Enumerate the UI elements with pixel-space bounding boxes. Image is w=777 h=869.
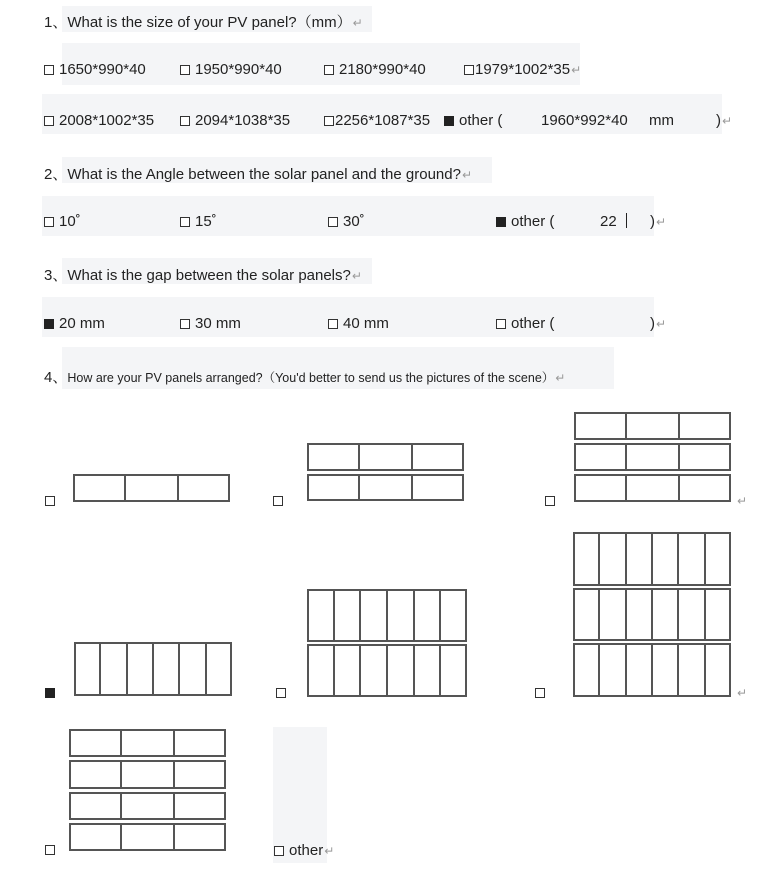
panel-layout-3x6: [573, 532, 731, 697]
solar-panel-cell: [679, 443, 731, 471]
question-4-title: [44, 366, 565, 387]
solar-panel-cell: [334, 644, 361, 697]
solar-panel-cell: [178, 474, 230, 502]
solar-panel-cell: [307, 474, 359, 502]
question-2-text: What is the Angle between the solar panel and the ground?: [67, 166, 461, 183]
q1-option-other[interactable]: other (: [444, 112, 502, 129]
q3-option-40mm[interactable]: 40 mm: [328, 315, 389, 332]
panel-layout-1x6: [74, 642, 232, 696]
layout-2x6-checkbox[interactable]: [276, 688, 286, 698]
checkbox[interactable]: [44, 116, 54, 126]
solar-panel-cell: [678, 643, 704, 697]
solar-panel-cell: [440, 644, 467, 697]
solar-panel-cell: [307, 589, 334, 642]
checkbox-checked[interactable]: [496, 217, 506, 227]
q2-other-value[interactable]: 22: [600, 213, 627, 230]
checkbox-checked[interactable]: [444, 116, 454, 126]
solar-panel-cell: [121, 760, 173, 788]
q3-option-other[interactable]: other (: [496, 315, 554, 332]
solar-panel-cell: [100, 642, 126, 696]
solar-panel-cell: [412, 443, 464, 471]
layout-other-option[interactable]: other↵: [274, 842, 334, 859]
panel-layout-3x3: [574, 412, 731, 502]
layout-3x6-checkbox[interactable]: [535, 688, 545, 698]
return-mark-icon: ↵: [722, 114, 733, 128]
solar-panel-cell: [678, 588, 704, 642]
return-mark-icon: ↵: [555, 371, 566, 385]
q2-other-close: )↵: [650, 213, 667, 230]
q1-option-1650[interactable]: 1650*990*40: [44, 61, 146, 78]
solar-panel-cell: [121, 792, 173, 820]
q3-other-close: )↵: [650, 315, 667, 332]
q1-other-unit: mm: [649, 112, 674, 129]
solar-panel-cell: [174, 823, 226, 851]
solar-panel-cell: [307, 443, 359, 471]
checkbox[interactable]: [328, 319, 338, 329]
solar-panel-cell: [626, 588, 652, 642]
question-4-number: 4、: [44, 369, 68, 386]
solar-panel-cell: [121, 823, 173, 851]
checkbox[interactable]: [44, 217, 54, 227]
solar-panel-cell: [626, 474, 678, 502]
checkbox[interactable]: [180, 116, 190, 126]
question-3-number: 3、: [44, 267, 68, 284]
panel-layout-2x3: [307, 443, 464, 501]
panel-layout-2x6: [307, 589, 467, 697]
solar-panel-cell: [652, 532, 678, 586]
solar-panel-cell: [125, 474, 177, 502]
question-2-number: 2、: [44, 166, 68, 183]
solar-panel-cell: [69, 760, 121, 788]
question-1-number: 1、: [44, 14, 68, 31]
solar-panel-cell: [440, 589, 467, 642]
solar-panel-cell: [705, 588, 731, 642]
return-mark-icon: ↵: [351, 269, 362, 283]
solar-panel-cell: [414, 644, 441, 697]
checkbox[interactable]: [324, 116, 334, 126]
text-cursor: [626, 213, 627, 228]
checkbox-checked[interactable]: [44, 319, 54, 329]
return-mark-icon: ↵: [737, 494, 748, 508]
checkbox[interactable]: [324, 65, 334, 75]
checkbox[interactable]: [180, 217, 190, 227]
q1-other-value[interactable]: 1960*992*40: [541, 112, 628, 129]
solar-panel-cell: [573, 532, 599, 586]
layout-1x3-checkbox[interactable]: [45, 496, 55, 506]
layout-3x3-checkbox[interactable]: [545, 496, 555, 506]
solar-panel-cell: [179, 642, 205, 696]
question-2-title: [44, 163, 472, 184]
question-1-title: [44, 11, 363, 32]
checkbox[interactable]: [180, 65, 190, 75]
checkbox[interactable]: [496, 319, 506, 329]
solar-panel-cell: [599, 588, 625, 642]
checkbox[interactable]: [328, 217, 338, 227]
solar-panel-cell: [412, 474, 464, 502]
return-mark-icon: ↵: [571, 63, 582, 77]
solar-panel-cell: [360, 589, 387, 642]
solar-panel-cell: [652, 643, 678, 697]
solar-panel-cell: [174, 729, 226, 757]
q1-other-close: )↵: [716, 112, 733, 129]
solar-panel-cell: [174, 792, 226, 820]
solar-panel-cell: [387, 589, 414, 642]
q1-option-2256[interactable]: 2256*1087*35: [324, 112, 430, 129]
checkbox[interactable]: [274, 846, 284, 856]
q1-option-1950[interactable]: 1950*990*40: [180, 61, 282, 78]
solar-panel-cell: [574, 412, 626, 440]
return-mark-icon: ↵: [656, 317, 667, 331]
question-4-text: How are your PV panels arranged?（You'd better to send us the pictures of the scene）: [67, 371, 555, 385]
checkbox[interactable]: [180, 319, 190, 329]
question-3-text: What is the gap between the solar panels?: [67, 267, 351, 284]
solar-panel-cell: [334, 589, 361, 642]
solar-panel-cell: [121, 729, 173, 757]
return-mark-icon: ↵: [461, 168, 473, 182]
solar-panel-cell: [679, 412, 731, 440]
q3-option-30mm[interactable]: 30 mm: [180, 315, 241, 332]
solar-panel-cell: [69, 729, 121, 757]
solar-panel-cell: [626, 412, 678, 440]
q1-option-2008[interactable]: 2008*1002*35: [44, 112, 154, 129]
solar-panel-cell: [573, 643, 599, 697]
solar-panel-cell: [69, 792, 121, 820]
q2-option-other[interactable]: other (: [496, 213, 554, 230]
q3-option-20mm[interactable]: 20 mm: [44, 315, 105, 332]
solar-panel-cell: [626, 532, 652, 586]
checkbox[interactable]: [464, 65, 474, 75]
layout-1x6-checkbox-checked[interactable]: [45, 688, 55, 698]
solar-panel-cell: [599, 643, 625, 697]
solar-panel-cell: [307, 644, 334, 697]
return-mark-icon: ↵: [324, 844, 335, 858]
layout-4x3-checkbox[interactable]: [45, 845, 55, 855]
solar-panel-cell: [705, 643, 731, 697]
checkbox[interactable]: [44, 65, 54, 75]
solar-panel-cell: [414, 589, 441, 642]
question-1-text: What is the size of your PV panel?（mm）: [67, 14, 352, 31]
solar-panel-cell: [359, 443, 411, 471]
return-mark-icon: ↵: [656, 215, 667, 229]
solar-panel-cell: [74, 642, 100, 696]
solar-panel-cell: [573, 588, 599, 642]
solar-panel-cell: [127, 642, 153, 696]
q2-option-10[interactable]: 10˚: [44, 213, 81, 230]
q2-option-30[interactable]: 30˚: [328, 213, 365, 230]
solar-panel-cell: [626, 443, 678, 471]
solar-panel-cell: [69, 823, 121, 851]
solar-panel-cell: [360, 644, 387, 697]
solar-panel-cell: [652, 588, 678, 642]
solar-panel-cell: [73, 474, 125, 502]
return-mark-icon: ↵: [737, 686, 748, 700]
q1-option-2094[interactable]: 2094*1038*35: [180, 112, 290, 129]
solar-panel-cell: [599, 532, 625, 586]
q2-option-15[interactable]: 15˚: [180, 213, 217, 230]
solar-panel-cell: [174, 760, 226, 788]
solar-panel-cell: [678, 532, 704, 586]
solar-panel-cell: [705, 532, 731, 586]
panel-layout-1x3: [73, 474, 230, 502]
return-mark-icon: ↵: [352, 16, 363, 30]
solar-panel-cell: [359, 474, 411, 502]
panel-layout-4x3: [69, 729, 226, 851]
solar-panel-cell: [153, 642, 179, 696]
solar-panel-cell: [679, 474, 731, 502]
question-3-title: [44, 264, 362, 285]
q1-option-2180[interactable]: 2180*990*40: [324, 61, 426, 78]
layout-2x3-checkbox[interactable]: [273, 496, 283, 506]
solar-panel-cell: [387, 644, 414, 697]
solar-panel-cell: [206, 642, 232, 696]
solar-panel-cell: [574, 443, 626, 471]
solar-panel-cell: [626, 643, 652, 697]
q1-option-1979[interactable]: 1979*1002*35↵: [464, 61, 581, 78]
solar-panel-cell: [574, 474, 626, 502]
